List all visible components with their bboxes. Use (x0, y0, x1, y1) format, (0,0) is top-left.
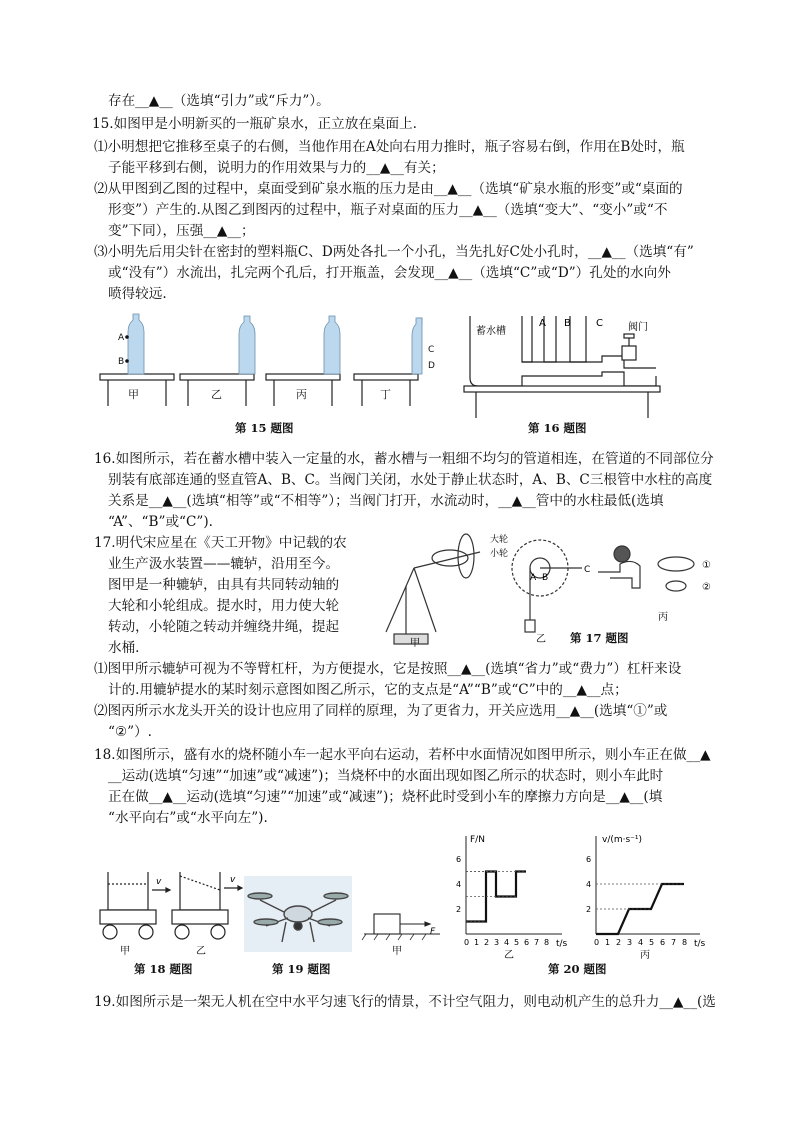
small-wheel-label: 小轮 (490, 549, 509, 559)
text-line: ⑶小明先后用尖针在密封的塑料瓶C、D两处各扎一个小孔，当先扎好C处小孔时，__▲__（选填“有” (94, 244, 694, 260)
text-line: __运动(选填“匀速”“加速”或“减速”)；当烧杯中的水面出现如图乙所示的状态时，则小车此时 (108, 768, 664, 784)
figure-16-tank (462, 312, 662, 420)
text-line: 计的.用辘轳提水的某时刻示意图如图乙所示，它的支点是“A”“B”或“C”中的__▲__点； (108, 682, 628, 698)
bottle-yi-label: 乙 (211, 388, 222, 401)
ytick-v-4: 4 (586, 880, 592, 889)
figure-20-caption: 第 20 题图 (548, 962, 607, 976)
point-a-label: A (118, 333, 125, 343)
xtick-f-6: 6 (524, 938, 530, 947)
xtick-f-2: 2 (484, 938, 490, 947)
text-line: 变”下同），压强__▲__； (108, 223, 255, 239)
figure-18-carts (96, 864, 246, 956)
text-line: 转动，小轮随之转动并缠绕井绳，提起 (108, 619, 340, 635)
ytick-f-6: 6 (456, 855, 462, 864)
q16-stem: 16.如图所示，若在蓄水槽中装入一定量的水，蓄水槽与一粗细不均匀的管道相连，在管道的不同部位分 (94, 451, 714, 467)
xtick-v-1: 1 (605, 938, 611, 947)
xtick-v-8: 8 (682, 938, 688, 947)
ytick-f-2: 2 (456, 905, 462, 914)
point-c-label: C (428, 345, 435, 355)
xtick-f-8: 8 (544, 938, 550, 947)
text-line: “②”）. (108, 724, 153, 740)
text-line: 子能平移到右侧，说明力的作用效果与力的__▲__有关； (108, 160, 445, 176)
q17-stem: 17.明代宋应星在《天工开物》中记载的农 (94, 535, 347, 551)
text-line: “A”、“B”或“C”). (108, 514, 213, 530)
xtick-f-3: 3 (494, 938, 500, 947)
tube-b-label: B (564, 318, 571, 329)
bottle-ding-label: 丁 (380, 388, 391, 401)
figure-19-drone (244, 876, 352, 952)
figure-19-caption: 第 19 题图 (272, 962, 331, 976)
force-f-label: F (430, 927, 436, 937)
text-line: ⑴小明想把它推移至桌子的右侧，当他作用在A处向右用力推时，瓶子容易右倒，作用在B处时，瓶 (94, 139, 685, 155)
text-line: 别装有底部连通的竖直管A、B、C。当阀门关闭，水处于静止状态时，A、B、C三根管中水柱的高度 (108, 472, 713, 488)
xtick-f-0: 0 (464, 938, 470, 947)
big-wheel-label: 大轮 (490, 535, 509, 545)
ytick-v-2: 2 (586, 905, 592, 914)
xtick-f-4: 4 (504, 938, 510, 947)
xtick-v-5: 5 (649, 938, 655, 947)
text-line: 喷得较远. (108, 286, 167, 302)
figure-15-bottles (96, 312, 435, 408)
bottle-bing-label: 丙 (296, 388, 307, 401)
figure-15-caption: 第 15 题图 (235, 421, 294, 435)
graph-velocity-time (586, 835, 706, 961)
text-line: 图甲是一种辘轳，由具有共同转动轴的 (108, 577, 340, 593)
windlass-yi-label: 乙 (536, 634, 546, 645)
figure-16-caption: 第 16 题图 (528, 421, 587, 435)
axis-ylabel-f: F/N (470, 835, 485, 845)
xtick-f-7: 7 (534, 938, 540, 947)
figure-18-caption: 第 18 题图 (134, 962, 193, 976)
text-line: 存在__▲__（选填“引力”或“斥力”）。 (108, 93, 330, 109)
point-c-label: C (584, 565, 591, 575)
q19-stem: 19.如图所示是一架无人机在空中水平匀速飞行的情景，不计空气阻力，则电动机产生的总升力__▲__(选 (94, 994, 716, 1010)
ytick-v-6: 6 (586, 855, 592, 864)
windlass-jia-label: 甲 (410, 638, 420, 649)
graph-yi-label: 乙 (504, 950, 514, 961)
cart-yi-label: 乙 (196, 946, 206, 957)
text-line: 业生产汲水装置——辘轳，沿用至今。 (108, 556, 340, 572)
text-line: 水桶. (108, 640, 140, 656)
axis-ylabel-v: v/(m·s⁻¹) (602, 835, 643, 845)
xtick-f-1: 1 (474, 938, 480, 947)
xtick-v-2: 2 (616, 938, 622, 947)
q18-stem: 18.如图所示，盛有水的烧杯随小车一起水平向右运动，若杯中水面情况如图甲所示，则小车正在做__▲ (94, 747, 711, 763)
axis-xlabel-t: t/s (556, 939, 568, 949)
xtick-v-3: 3 (627, 938, 633, 947)
xtick-f-5: 5 (514, 938, 520, 947)
point-a-label: A (530, 573, 537, 583)
point-b-label: B (542, 573, 549, 583)
valve-label: 阀门 (628, 322, 648, 333)
cart-jia-label: 甲 (120, 946, 130, 957)
graph-force-time (456, 835, 568, 961)
figure-17-windlass (370, 528, 720, 648)
velocity-v-label: v (156, 877, 162, 887)
text-line: 或“没有”）水流出，扎完两个孔后，打开瓶盖，会发现__▲__（选填“C”或“D”）孔处的水向外 (108, 265, 671, 281)
xtick-v-0: 0 (594, 938, 600, 947)
figure-20-graphs (356, 830, 712, 960)
text-line: ⑵图丙所示水龙头开关的设计也应用了同样的原理，为了更省力，开关应选用__▲__(选填“①”或 (94, 703, 668, 719)
xtick-v-7: 7 (671, 938, 677, 947)
text-line: 形变”）产生的.从图乙到图丙的过程中，瓶子对桌面的压力__▲__（选填“变大”、“变小”或“不 (108, 202, 668, 218)
bottle-jia-label: 甲 (128, 388, 139, 401)
text-line: 关系是__▲__(选填“相等”或“不相等”）；当阀门打开，水流动时，__▲__管中的水柱最低(选填 (108, 493, 664, 509)
block-jia-label: 甲 (392, 946, 402, 957)
text-line: ⑴图甲所示辘轳可视为不等臂杠杆，为方便提水，它是按照__▲__(选填“省力”或“费力”）杠杆来设 (94, 661, 682, 677)
point-d-label: D (428, 361, 435, 371)
text-line: “水平向右”或“水平向左”). (108, 810, 268, 826)
text-line: ⑵从甲图到乙图的过程中，桌面受到矿泉水瓶的压力是由__▲__（选填“矿泉水瓶的形变”或“桌面的 (94, 181, 683, 197)
figure-17-caption: 第 17 题图 (570, 631, 629, 645)
graph-bing-label: 丙 (640, 950, 650, 961)
axis-xlabel-t-2: t/s (694, 939, 706, 949)
xtick-v-6: 6 (660, 938, 666, 947)
tube-a-label: A (539, 318, 546, 329)
velocity-v-label-2: v (230, 875, 236, 885)
faucet-bing-label: 丙 (658, 612, 668, 623)
q15-stem: 15.如图甲是小明新买的一瓶矿泉水，正立放在桌面上. (92, 116, 418, 132)
text-line: 正在做__▲__运动(选填“匀速”“加速”或“减速”)；烧杯此时受到小车的摩擦力方向是__▲__(填 (108, 789, 663, 805)
point-b-label: B (118, 357, 125, 367)
knob-1-label: ① (702, 560, 711, 571)
ytick-f-4: 4 (456, 880, 462, 889)
tank-label: 蓄水槽 (476, 326, 506, 337)
tube-c-label: C (596, 318, 603, 329)
xtick-v-4: 4 (638, 938, 644, 947)
knob-2-label: ② (702, 582, 711, 593)
text-line: 大轮和小轮组成。提水时，用力使大轮 (108, 598, 340, 614)
